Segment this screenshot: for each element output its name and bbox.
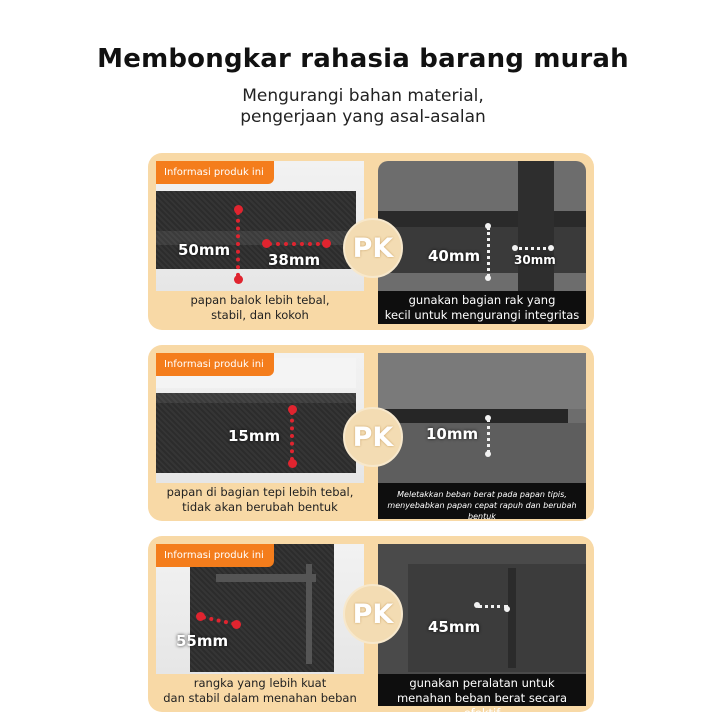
- page-subtitle: [0, 86, 726, 128]
- product-info-badge: Informasi produk ini: [156, 544, 274, 567]
- this-product-photo-3: [156, 544, 364, 704]
- this-product-caption: rangka yang lebih kuat dan stabil dalam menahan beban: [156, 674, 364, 706]
- other-product-photo-2: [378, 353, 586, 521]
- measurement-label: 50mm: [178, 241, 231, 259]
- other-product-photo-3: [378, 544, 586, 720]
- measurement-label: 10mm: [426, 425, 479, 443]
- measurement-label: 40mm: [428, 247, 481, 265]
- subtitle-line-2: pengerjaan yang asal-asalan: [240, 107, 486, 127]
- comparison-row-1: [148, 153, 594, 330]
- product-info-badge: Informasi produk ini: [156, 161, 274, 184]
- measurement-label: 55mm: [176, 632, 229, 650]
- measurement-label: 15mm: [228, 427, 281, 445]
- other-product-caption: gunakan bagian rak yang kecil untuk mengurangi integritas: [378, 291, 586, 324]
- versus-badge: PK: [343, 584, 403, 644]
- measurement-label: 30mm: [514, 253, 556, 267]
- comparison-row-3: [148, 536, 594, 720]
- versus-badge: PK: [343, 407, 403, 467]
- product-info-badge: Informasi produk ini: [156, 353, 274, 376]
- this-product-caption: papan balok lebih tebal, stabil, dan kokoh: [156, 291, 364, 324]
- other-product-caption: gunakan peralatan untuk menahan beban berat secara efektif: [378, 674, 586, 706]
- versus-badge: PK: [343, 218, 403, 278]
- other-product-caption: Meletakkan beban berat pada papan tipis, menyebabkan papan cepat rapuh dan berubah bentuk: [378, 483, 586, 519]
- other-product-photo-1: [378, 161, 586, 322]
- measurement-label: 38mm: [268, 251, 321, 269]
- this-product-photo-2: [156, 353, 364, 513]
- this-product-caption: papan di bagian tepi lebih tebal, tidak akan berubah bentuk: [156, 483, 364, 515]
- measurement-label: 45mm: [428, 618, 481, 636]
- comparison-row-2: [148, 345, 594, 521]
- page-title: Membongkar rahasia barang murah: [97, 44, 629, 74]
- subtitle-line-1: Mengurangi bahan material,: [242, 86, 484, 106]
- this-product-photo-1: [156, 161, 364, 322]
